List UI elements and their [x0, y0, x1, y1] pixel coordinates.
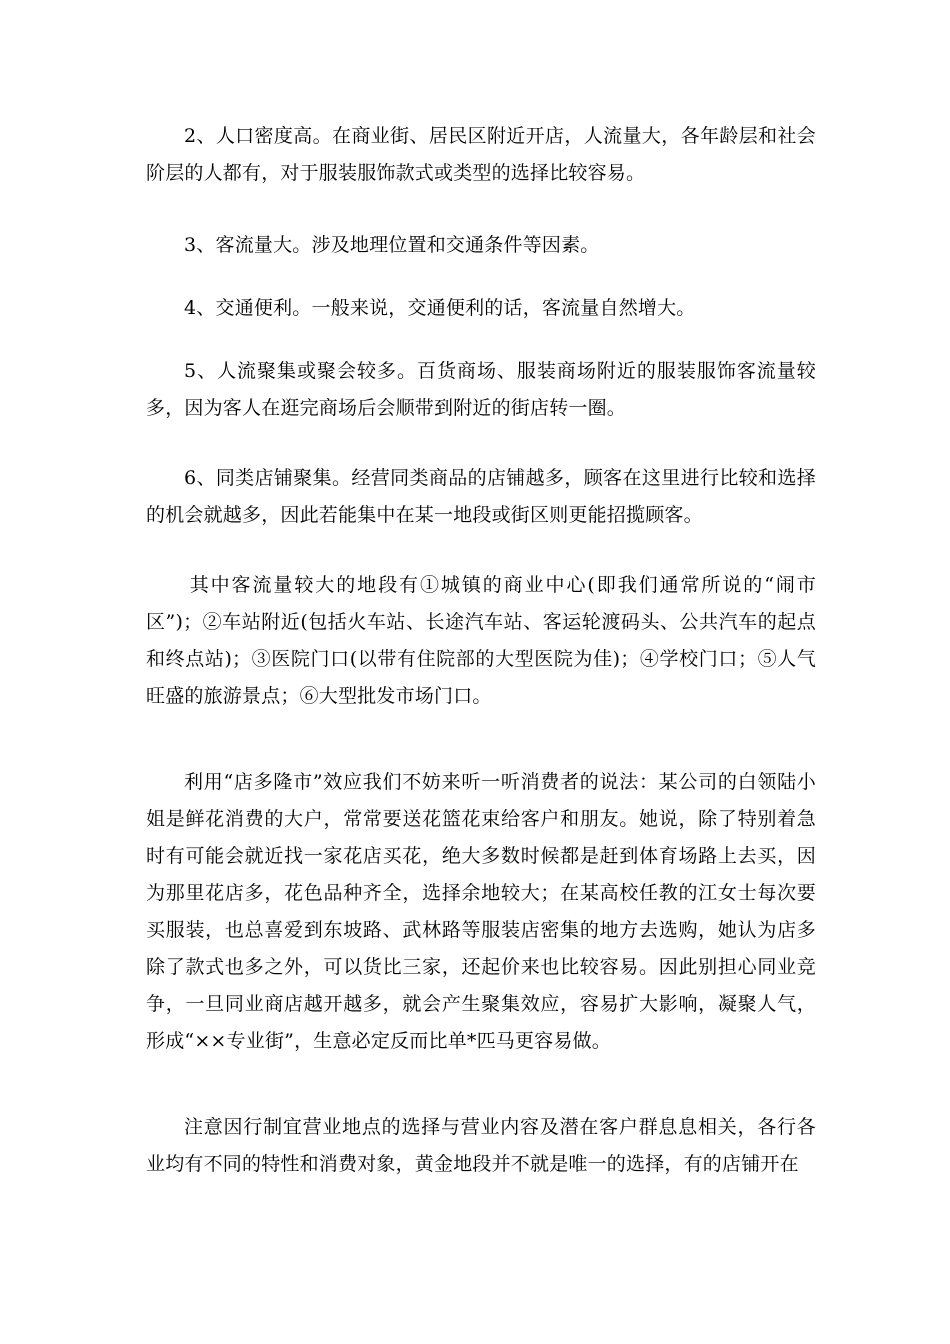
paragraph-similar-stores: 6、同类店铺聚集。经营同类商品的店铺越多，顾客在这里进行比较和选择的机会就越多，因此若能集中在某一地段或街区则更能招揽顾客。 — [146, 467, 816, 526]
paragraph-crowd-gathering: 5、人流聚集或聚会较多。百货商场、服装商场附近的服装服饰客流量较多，因为客人在逛完商场后会顺带到附近的街店转一圈。 — [146, 360, 816, 419]
paragraph-location-selection: 注意因行制宜营业地点的选择与营业内容及潜在客户群息息相关，各行各业均有不同的特性和消费对象，黄金地段并不就是唯一的选择，有的店铺开在 — [146, 1116, 816, 1175]
paragraph-population-density: 2、人口密度高。在商业街、居民区附近开店，人流量大，各年龄层和社会阶层的人都有，对于服装服饰款式或类型的选择比较容易。 — [146, 125, 816, 184]
paragraph-transportation: 4、交通便利。一般来说，交通便利的话，客流量自然增大。 — [184, 297, 696, 319]
paragraph-high-traffic-locations: 其中客流量较大的地段有①城镇的商业中心(即我们通常所说的“闹市区”)；②车站附近(包括火车站、长途汽车站、客运轮渡码头、公共汽车的起点和终点站)；③医院门口(以带有住院部的大型医院为佳)；④学校门口；⑤人气旺盛的旅游景点；⑥大型批发市场门口。 — [146, 574, 816, 707]
paragraph-cluster-effect: 利用“店多隆市”效应我们不妨来听一听消费者的说法：某公司的白领陆小姐是鲜花消费的大户，常常要送花篮花束给客户和朋友。她说，除了特别着急时有可能会就近找一家花店买花，绝大多数时候都是赶到体育场路上去买，因为那里花店多，花色品种齐全，选择余地较大；在某高校任教的江女士每次要买服装，也总喜爱到东坡路、武林路等服装店密集的地方去选购，她认为店多除了款式也多之外，可以货比三家，还起价来也比较容易。因此别担心同业竞争，一旦同业商店越开越多，就会产生聚集效应，容易扩大影响，凝聚人气，形成“××专业街”，生意必定反而比单*匹马更容易做。 — [146, 771, 816, 1052]
paragraph-customer-flow: 3、客流量大。涉及地理位置和交通条件等因素。 — [184, 234, 600, 256]
